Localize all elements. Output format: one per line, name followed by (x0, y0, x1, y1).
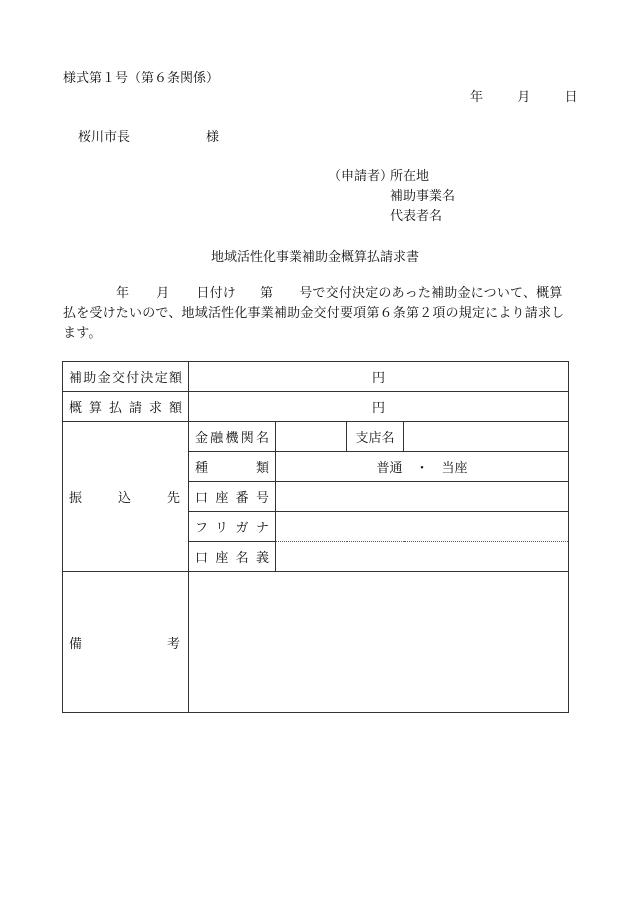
body-main-text: 号で交付決定のあった補助金について、概算払を受けたいので、地域活性化事業補助金交付要項第６条第２項の規定により請求します。 (63, 286, 565, 341)
request-table (62, 361, 569, 713)
body-year: 年 (116, 286, 130, 301)
document-title: 地域活性化事業補助金概算払請求書 (210, 250, 419, 265)
request-amount-unit: 円 (372, 401, 386, 416)
branch-label: 支店名 (347, 422, 404, 452)
form-number: 様式第１号（第６条関係） (63, 71, 220, 86)
date-day: 日 (564, 90, 578, 105)
account-name-label: 口座名義 (189, 542, 276, 572)
body-month: 月 (156, 286, 170, 301)
furigana-label: フリガナ (189, 512, 276, 542)
decision-amount-row (63, 362, 569, 392)
bank-row (63, 422, 569, 452)
transfer-label: 振込先 (63, 422, 189, 572)
bank-label: 金融機関名 (189, 422, 276, 452)
account-number-field[interactable] (276, 482, 569, 512)
addressee-name: 桜川市長 (78, 130, 131, 145)
bank-field[interactable] (276, 422, 347, 452)
applicant-address: 所在地 (390, 169, 430, 184)
type-label: 種類 (189, 452, 276, 482)
account-name-field[interactable] (276, 542, 569, 572)
remarks-row (63, 572, 569, 713)
type-value[interactable]: 普通 ・ 当座 (276, 452, 569, 482)
remarks-label: 備考 (63, 572, 189, 713)
addressee-honorific: 様 (206, 130, 220, 145)
body-paragraph (63, 284, 568, 344)
branch-field[interactable] (404, 422, 569, 452)
furigana-field[interactable] (276, 512, 569, 542)
applicant-representative: 代表者名 (390, 209, 443, 224)
request-amount-field[interactable] (189, 392, 569, 422)
remarks-field[interactable] (189, 572, 569, 713)
applicant-label: （申請者） (328, 169, 394, 184)
date-line (470, 86, 578, 105)
decision-amount-field[interactable] (189, 362, 569, 392)
decision-amount-label: 補助金交付決定額 (63, 362, 189, 392)
applicant-business-name: 補助事業名 (390, 189, 456, 204)
body-dai: 第 (260, 286, 274, 301)
date-month: 月 (517, 90, 531, 105)
date-year: 年 (470, 90, 484, 105)
body-date-suffix: 日付け (196, 286, 237, 301)
request-amount-row (63, 392, 569, 422)
addressee (78, 126, 219, 145)
request-amount-label: 概算払請求額 (63, 392, 189, 422)
account-number-label: 口座番号 (189, 482, 276, 512)
decision-amount-unit: 円 (372, 371, 386, 386)
